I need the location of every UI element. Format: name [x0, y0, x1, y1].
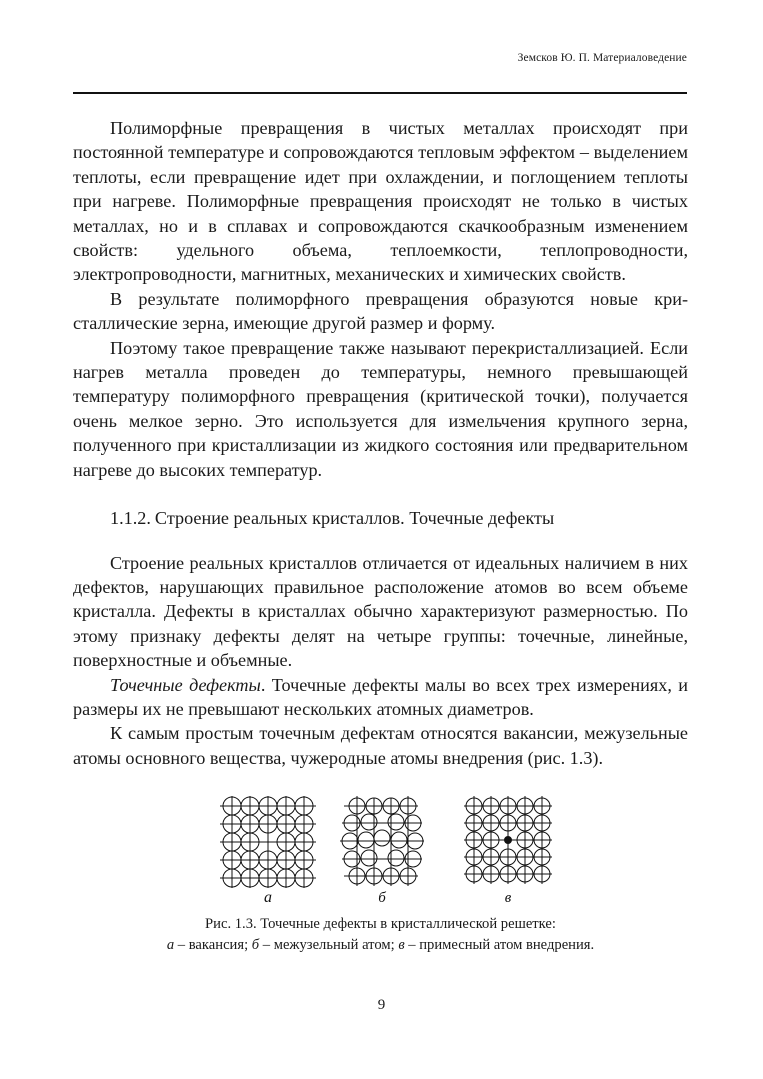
figure-point-defects [218, 796, 558, 904]
section-number: 1.1.2. [110, 508, 151, 529]
paragraph-5-text: . Точечные дефекты малы во всех трех измерениях, и размеры их не превышают нескольких атомных диаметров. [73, 674, 688, 719]
lattice-panel-c [464, 796, 552, 884]
paragraph-1: Полиморфные превращения в чистых металлах происходят при постоянной температуре и сопровождаются тепловым эффектом – выделением теплоты, если превращение идет при охлаждении, и поглощением теплоты при нагреве. Полиморфные превращения происходят не только в чистых металлах, но и в сплавах и сопровождаются скачкообразным изменением свойств: удельного объема, теплоемкости, теплопроводности, электропроводности, магнитных, механических и химических свойств. [73, 118, 688, 285]
paragraph-6: К самым простым точечным дефектам относятся вакансии, межузельные атомы основного вещества, чужеродные атомы внедрения (рис. 1.3). [73, 723, 688, 768]
caption-text-c: – примесный атом внедрения. [404, 937, 595, 953]
caption-title: Рис. 1.3. Точечные дефекты в кристаллической решетке: [205, 916, 556, 932]
panel-label-c: в [504, 890, 512, 904]
lattice-panel-a [220, 796, 316, 888]
section-heading [73, 506, 688, 530]
caption-label-a: а [166, 937, 175, 953]
section-title: Строение реальных кристаллов. Точечные дефекты [154, 508, 555, 529]
header-rule [73, 92, 687, 94]
caption-label-c: в [398, 937, 405, 953]
figure-caption [73, 914, 688, 956]
lattice-panel-b [340, 796, 424, 886]
impurity-atom [505, 837, 512, 844]
paragraph-5-italic: Точечные дефекты [110, 674, 261, 695]
panel-label-a: а [264, 889, 272, 904]
paragraph-3: Поэтому такое превращение также называют перекристаллизацией. Если нагрев металла проведен до температуры, немного превышающей температуру полиморфного превращения (критической точки), получается очень мелкое зерно. Это используется для измельчения крупного зерна, полученного при кристаллизации из жидкого состояния или предварительном нагреве до высоких температур. [73, 337, 688, 480]
caption-label-b: б [251, 937, 260, 953]
paragraph-2: В результате полиморфного превращения образуются новые кристаллические зерна, имеющие другой размер и форму. [73, 288, 688, 334]
page-body [73, 116, 688, 770]
panel-label-b: б [378, 890, 386, 904]
paragraph-4: Строение реальных кристаллов отличается от идеальных наличием в них дефектов, нарушающих правильное расположение атомов во всем объеме кристалла. Дефекты в кристаллах обычно характеризуют размерностью. По этому признаку дефекты делят на четыре группы: точечные, линейные, поверхностные и объемные. [73, 552, 688, 671]
page-number: 9 [377, 997, 386, 1013]
caption-legend [73, 935, 688, 956]
paragraph-5 [73, 673, 688, 722]
caption-text-b: – межузельный атом; [259, 937, 399, 953]
running-header: Земсков Ю. П. Материаловедение [517, 52, 687, 64]
caption-text-a: – вакансия; [174, 937, 252, 953]
